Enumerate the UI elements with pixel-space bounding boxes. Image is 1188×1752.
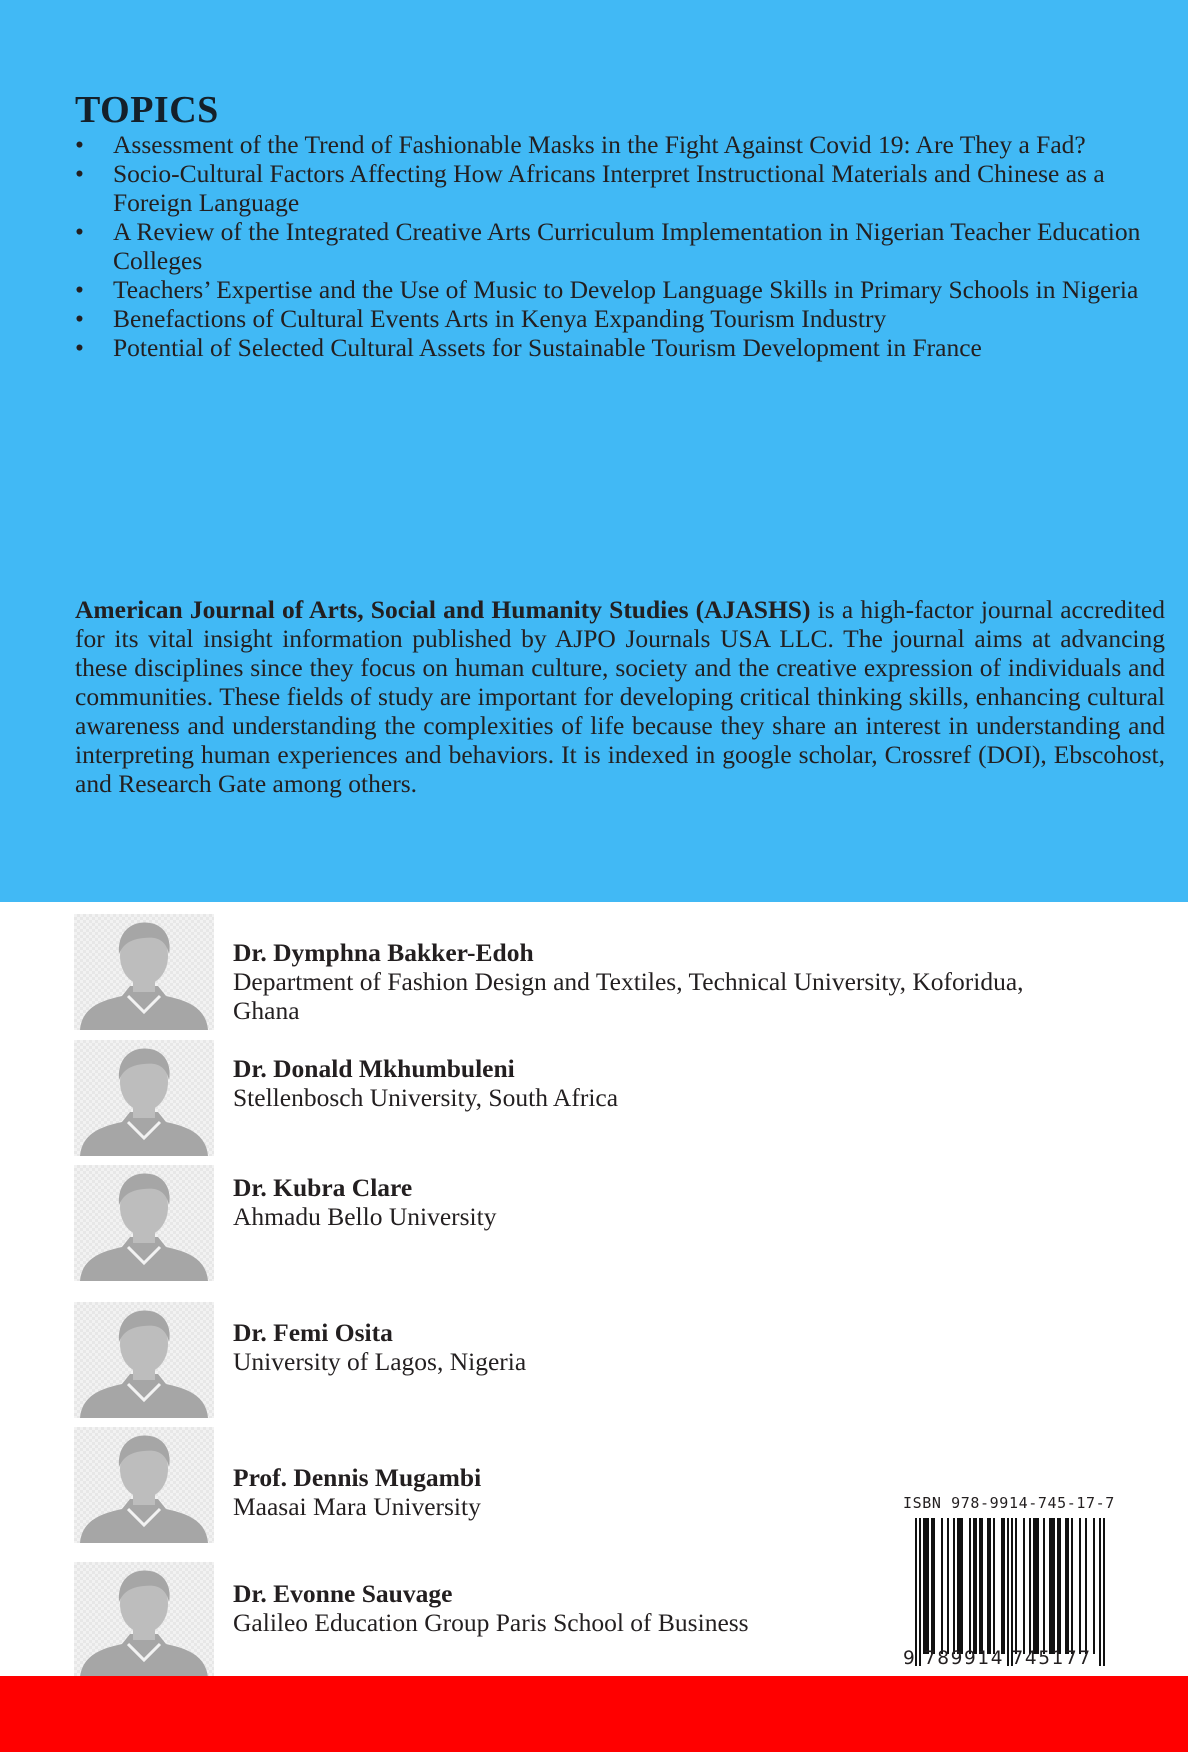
barcode-bar: [1071, 1518, 1073, 1654]
topic-text: Potential of Selected Cultural Assets for Sustainable Tourism Development in France: [113, 333, 982, 362]
barcode-bar: [927, 1518, 929, 1654]
barcode-bar: [1085, 1518, 1087, 1654]
avatar-placeholder-icon: [74, 1040, 214, 1156]
member-name: Prof. Dennis Mugambi: [233, 1463, 482, 1492]
barcode-bar: [1093, 1518, 1095, 1654]
topics-heading: TOPICS: [75, 89, 219, 131]
barcode-bar: [1103, 1518, 1105, 1666]
barcode-bar: [923, 1518, 925, 1654]
barcode-bar: [1033, 1518, 1035, 1654]
barcode-bar: [1065, 1518, 1067, 1654]
barcode-bar: [961, 1518, 963, 1654]
barcode-bar: [1057, 1518, 1059, 1654]
barcode-bar: [941, 1518, 943, 1654]
barcode-bar: [919, 1518, 921, 1666]
member-affiliation: University of Lagos, Nigeria: [233, 1347, 527, 1376]
barcode-bar: [933, 1518, 935, 1654]
topic-item: [75, 275, 1165, 304]
topic-text: Teachers’ Expertise and the Use of Music to Develop Language Skills in Primary Schools in Nigeria: [113, 275, 1139, 304]
barcode-bar: [1037, 1518, 1039, 1654]
topic-text: Benefactions of Cultural Events Arts in Kenya Expanding Tourism Industry: [113, 304, 887, 333]
member-affiliation: Galileo Education Group Paris School of Business: [233, 1608, 749, 1637]
avatar-placeholder-icon: [74, 1427, 214, 1543]
avatar-placeholder-icon: [74, 1165, 214, 1281]
barcode-bar: [987, 1518, 989, 1654]
barcode-bar: [993, 1518, 995, 1654]
topic-item: [75, 159, 1165, 217]
member-name: Dr. Femi Osita: [233, 1318, 393, 1347]
barcode-bar: [979, 1518, 981, 1654]
barcode-bar: [1059, 1518, 1061, 1654]
board-member-text: [233, 1579, 893, 1637]
barcode-bar: [931, 1518, 933, 1654]
barcode-bar: [1049, 1518, 1051, 1654]
bullet: •: [75, 304, 84, 333]
bullet: •: [75, 130, 84, 159]
board-member: [74, 914, 1074, 1032]
barcode-bar: [1015, 1518, 1017, 1654]
topic-item: [75, 217, 1165, 275]
bullet: •: [75, 275, 84, 304]
avatar-placeholder-icon: [74, 1562, 214, 1678]
board-member-text: [233, 938, 1063, 1025]
journal-description: [75, 595, 1165, 798]
barcode-bar: [1001, 1518, 1003, 1654]
barcode-bar: [989, 1518, 991, 1654]
board-member-text: [233, 1054, 1063, 1112]
barcode-bar: [959, 1518, 961, 1654]
board-member-text: [233, 1463, 873, 1521]
topic-item: [75, 130, 1165, 159]
barcode-bar: [1079, 1518, 1081, 1654]
barcode-bar: [1023, 1518, 1025, 1654]
member-affiliation: Department of Fashion Design and Textiles, Technical University, Koforidua, Ghana: [233, 967, 1024, 1025]
board-member: [74, 1302, 1074, 1420]
member-affiliation: Ahmadu Bello University: [233, 1202, 497, 1231]
barcode-bar: [1051, 1518, 1053, 1654]
bullet: •: [75, 333, 84, 362]
board-member-text: [233, 1173, 1063, 1231]
topics-list: [75, 130, 1165, 362]
board-member: [74, 1165, 1074, 1283]
member-name: Dr. Kubra Clare: [233, 1173, 413, 1202]
member-name: Dr. Donald Mkhumbuleni: [233, 1054, 515, 1083]
topic-item: [75, 333, 1165, 362]
barcode-bar: [925, 1518, 927, 1654]
board-member: [74, 1040, 1074, 1158]
barcode-bar: [981, 1518, 983, 1654]
member-affiliation: Stellenbosch University, South Africa: [233, 1083, 619, 1112]
barcode-bar: [969, 1518, 971, 1654]
isbn-barcode-digits: 9 789914 745177: [903, 1648, 1092, 1669]
avatar-placeholder-icon: [74, 914, 214, 1030]
barcode-bar: [1029, 1518, 1031, 1654]
bullet: •: [75, 159, 84, 188]
topic-text: A Review of the Integrated Creative Arts Curriculum Implementation in Nigerian Teacher Education Colleges: [113, 217, 1141, 275]
barcode-bar: [957, 1518, 959, 1654]
barcode-bar: [915, 1518, 917, 1666]
barcode-bar: [973, 1518, 975, 1654]
barcode-bar: [1067, 1518, 1069, 1654]
board-member-text: [233, 1318, 1063, 1376]
barcode-bar: [947, 1518, 949, 1654]
bottom-red-band: [0, 1676, 1188, 1752]
barcode-bar: [975, 1518, 977, 1654]
barcode-bar: [1007, 1518, 1009, 1666]
topic-item: [75, 304, 1165, 333]
journal-description-text: is a high-factor journal accredited for its vital insight information published by AJPO Journals USA LLC. The journal aims at advancing these disciplines since they focus on human culture, society and the creative expression of individuals and communities. These fields of study are important for developing critical thinking skills, enhancing cultural awareness and understanding the complexities of life because they share an interest in understanding and interpreting human experiences and behaviors. It is indexed in google scholar, Crossref (DOI), Ebscohost, and Research Gate among others.: [75, 595, 1165, 798]
topic-text: Socio-Cultural Factors Affecting How Africans Interpret Instructional Materials and Chinese as a Foreign Language: [113, 159, 1105, 217]
barcode-bar: [1011, 1518, 1013, 1666]
topic-text: Assessment of the Trend of Fashionable Masks in the Fight Against Covid 19: Are They a Fad?: [113, 130, 1086, 159]
isbn-label: ISBN 978-9914-745-17-7: [903, 1494, 1115, 1512]
member-name: Dr. Dymphna Bakker-Edoh: [233, 938, 534, 967]
barcode-bar: [1043, 1518, 1045, 1654]
barcode-bar: [953, 1518, 955, 1654]
barcode-bar: [1099, 1518, 1101, 1666]
bullet: •: [75, 217, 84, 246]
barcode-bar: [1053, 1518, 1055, 1654]
member-name: Dr. Evonne Sauvage: [233, 1579, 453, 1608]
member-affiliation: Maasai Mara University: [233, 1492, 481, 1521]
avatar-placeholder-icon: [74, 1302, 214, 1418]
barcode-bar: [1003, 1518, 1005, 1654]
journal-name: American Journal of Arts, Social and Humanity Studies (AJASHS): [75, 595, 811, 624]
barcode-bar: [1035, 1518, 1037, 1654]
